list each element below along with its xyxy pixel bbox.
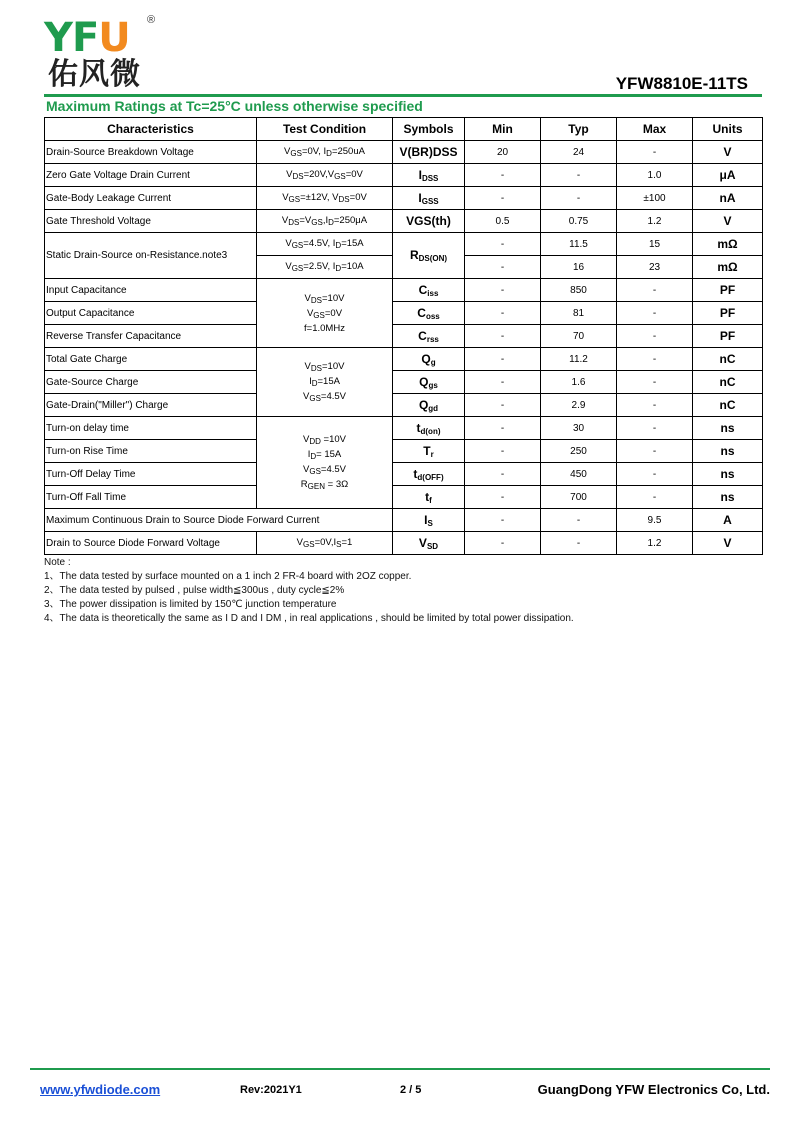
symbol: $C_{rss}$	[393, 325, 465, 348]
typ-value: 70	[541, 325, 617, 348]
note-item: 4、The data is theoretically the same as I D and I DM , in real applications , should be limited by total power dissipation.	[44, 613, 574, 624]
symbol: $R_{DS(ON)}$	[393, 233, 465, 279]
logo-yf: YF	[44, 15, 99, 61]
min-value: -	[465, 187, 541, 210]
company-logo	[44, 14, 164, 98]
max-value: 1.0	[617, 164, 693, 187]
unit: ns	[693, 463, 763, 486]
typ-value: 1.6	[541, 371, 617, 394]
unit: ns	[693, 486, 763, 509]
unit: PF	[693, 325, 763, 348]
test-condition: $V_{GS}=4.5V$, $I_D=15A$	[257, 233, 393, 256]
characteristic: Input Capacitance	[45, 279, 257, 302]
test-condition-switching: $V_{DD} =10V$ $I_D= 15A$ $V_{GS}=4.5V$ $R_{GEN} = 3\Omega$	[257, 417, 393, 509]
header-min: Min	[465, 118, 541, 141]
table-header-row	[45, 118, 763, 141]
typ-value: 850	[541, 279, 617, 302]
characteristic: Gate-Body Leakage Current	[45, 187, 257, 210]
symbol: $t_{d(OFF)}$	[393, 463, 465, 486]
part-number: YFW8810E-11TS	[615, 74, 748, 93]
max-value: -	[617, 463, 693, 486]
min-value: -	[465, 394, 541, 417]
table-row	[45, 302, 763, 325]
company-name: GuangDong YFW Electronics Co, Ltd.	[537, 1082, 770, 1097]
unit: ns	[693, 417, 763, 440]
unit: V	[693, 532, 763, 555]
unit: V	[693, 210, 763, 233]
test-condition: $V_{DS}=20V,V_{GS}=0V$	[257, 164, 393, 187]
typ-value: 24	[541, 141, 617, 164]
typ-value: -	[541, 532, 617, 555]
unit: mΩ	[693, 233, 763, 256]
characteristic: Gate Threshold Voltage	[45, 210, 257, 233]
min-value: -	[465, 417, 541, 440]
revision-label: Rev:2021Y1	[240, 1084, 302, 1096]
symbol: $t_f$	[393, 486, 465, 509]
header-test-condition: Test Condition	[257, 118, 393, 141]
typ-value: 30	[541, 417, 617, 440]
unit: nC	[693, 371, 763, 394]
min-value: -	[465, 164, 541, 187]
table-row	[45, 164, 763, 187]
test-condition: $V_{GS}=2.5V$, $I_D=10A$	[257, 256, 393, 279]
max-value: -	[617, 348, 693, 371]
typ-value: 11.2	[541, 348, 617, 371]
table-row	[45, 463, 763, 486]
table-row	[45, 348, 763, 371]
logo-wordmark	[44, 15, 130, 61]
symbol: $C_{iss}$	[393, 279, 465, 302]
unit: μA	[693, 164, 763, 187]
table-row	[45, 187, 763, 210]
max-value: 23	[617, 256, 693, 279]
characteristic: Zero Gate Voltage Drain Current	[45, 164, 257, 187]
unit: nA	[693, 187, 763, 210]
min-value: -	[465, 532, 541, 555]
header-typ: Typ	[541, 118, 617, 141]
symbol: $t_{d(on)}$	[393, 417, 465, 440]
characteristic: Reverse Transfer Capacitance	[45, 325, 257, 348]
symbol: $Q_{gd}$	[393, 394, 465, 417]
table-row	[45, 233, 763, 256]
min-value: -	[465, 463, 541, 486]
symbol: VGS(th)	[393, 210, 465, 233]
max-value: ±100	[617, 187, 693, 210]
characteristic: Turn-Off Fall Time	[45, 486, 257, 509]
min-value: -	[465, 256, 541, 279]
characteristic: Drain to Source Diode Forward Voltage	[45, 532, 257, 555]
max-value: 1.2	[617, 532, 693, 555]
typ-value: 16	[541, 256, 617, 279]
characteristic: Static Drain-Source on-Resistance.note3	[45, 233, 257, 279]
max-value: -	[617, 279, 693, 302]
section-title: Maximum Ratings at Tc=25°C unless otherwise specified	[46, 98, 423, 114]
unit: V	[693, 141, 763, 164]
header-symbols: Symbols	[393, 118, 465, 141]
logo-chinese-name: 佑风微	[48, 57, 141, 92]
unit: nC	[693, 348, 763, 371]
table-row	[45, 532, 763, 555]
characteristic: Gate-Drain("Miller") Charge	[45, 394, 257, 417]
registered-mark: ®	[147, 14, 156, 26]
typ-value: 11.5	[541, 233, 617, 256]
ratings-table	[44, 117, 763, 555]
typ-value: 450	[541, 463, 617, 486]
max-value: -	[617, 371, 693, 394]
max-value: 9.5	[617, 509, 693, 532]
characteristic: Gate-Source Charge	[45, 371, 257, 394]
symbol: $V_{SD}$	[393, 532, 465, 555]
logo-u: U	[98, 15, 130, 61]
symbol: $I_S$	[393, 509, 465, 532]
note-item: 3、The power dissipation is limited by 150℃ junction temperature	[44, 599, 337, 610]
typ-value: -	[541, 187, 617, 210]
symbol: $Q_g$	[393, 348, 465, 371]
test-condition: $V_{GS}=0V,I_S=1$	[257, 532, 393, 555]
characteristic: Turn-on delay time	[45, 417, 257, 440]
typ-value: 2.9	[541, 394, 617, 417]
table-row	[45, 440, 763, 463]
note-item: 1、The data tested by surface mounted on a 1 inch 2 FR-4 board with 2OZ copper.	[44, 571, 412, 582]
symbol: $C_{oss}$	[393, 302, 465, 325]
typ-value: 700	[541, 486, 617, 509]
max-value: -	[617, 302, 693, 325]
max-value: -	[617, 141, 693, 164]
max-value: -	[617, 486, 693, 509]
max-value: -	[617, 325, 693, 348]
unit: PF	[693, 279, 763, 302]
min-value: -	[465, 371, 541, 394]
typ-value: 0.75	[541, 210, 617, 233]
characteristic: Drain-Source Breakdown Voltage	[45, 141, 257, 164]
symbol: V(BR)DSS	[393, 141, 465, 164]
typ-value: -	[541, 509, 617, 532]
symbol: $I_{DSS}$	[393, 164, 465, 187]
min-value: 0.5	[465, 210, 541, 233]
table-row	[45, 141, 763, 164]
notes-label: Note :	[44, 557, 71, 568]
typ-value: 250	[541, 440, 617, 463]
table-row	[45, 509, 763, 532]
test-condition: $V_{GS}=\pm 12V$, $V_{DS}=0V$	[257, 187, 393, 210]
unit: mΩ	[693, 256, 763, 279]
table-row	[45, 325, 763, 348]
min-value: -	[465, 440, 541, 463]
min-value: -	[465, 509, 541, 532]
unit: nC	[693, 394, 763, 417]
note-item: 2、The data tested by pulsed , pulse width≦300us , duty cycle≦2%	[44, 585, 345, 596]
characteristic: Turn-Off Delay Time	[45, 463, 257, 486]
symbol: $Q_{gs}$	[393, 371, 465, 394]
min-value: -	[465, 486, 541, 509]
min-value: -	[465, 279, 541, 302]
min-value: -	[465, 348, 541, 371]
table-row	[45, 417, 763, 440]
table-row	[45, 486, 763, 509]
unit: PF	[693, 302, 763, 325]
max-value: 15	[617, 233, 693, 256]
characteristic: Maximum Continuous Drain to Source Diode Forward Current	[45, 509, 393, 532]
characteristic: Output Capacitance	[45, 302, 257, 325]
min-value: -	[465, 302, 541, 325]
symbol: $I_{GSS}$	[393, 187, 465, 210]
table-row	[45, 371, 763, 394]
header-characteristics: Characteristics	[45, 118, 257, 141]
page-number: 2 / 5	[400, 1084, 422, 1096]
max-value: -	[617, 440, 693, 463]
test-condition-capacitance: $V_{DS}=10V$ $V_{GS}=0V$ f=1.0MHz	[257, 279, 393, 348]
header-divider	[44, 94, 762, 97]
min-value: -	[465, 325, 541, 348]
max-value: -	[617, 394, 693, 417]
header-max: Max	[617, 118, 693, 141]
table-row	[45, 210, 763, 233]
max-value: -	[617, 417, 693, 440]
notes-section	[44, 556, 574, 626]
symbol: $T_r$	[393, 440, 465, 463]
header-units: Units	[693, 118, 763, 141]
min-value: -	[465, 233, 541, 256]
website-link[interactable]: www.yfwdiode.com	[40, 1082, 161, 1097]
test-condition-gate-charge: $V_{DS}=10V$ $I_D=15A$ $V_{GS}=4.5V$	[257, 348, 393, 417]
characteristic: Total Gate Charge	[45, 348, 257, 371]
footer-divider	[30, 1068, 770, 1070]
test-condition: $V_{GS}=0V$, $I_D=250uA$	[257, 141, 393, 164]
min-value: 20	[465, 141, 541, 164]
unit: ns	[693, 440, 763, 463]
table-row	[45, 279, 763, 302]
unit: A	[693, 509, 763, 532]
typ-value: 81	[541, 302, 617, 325]
test-condition: $V_{DS}=V_{GS},I_D=250\mu A$	[257, 210, 393, 233]
table-row	[45, 394, 763, 417]
max-value: 1.2	[617, 210, 693, 233]
typ-value: -	[541, 164, 617, 187]
characteristic: Turn-on Rise Time	[45, 440, 257, 463]
